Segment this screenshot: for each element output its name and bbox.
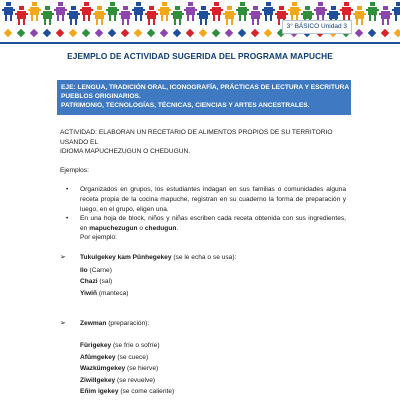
list-item bbox=[80, 266, 346, 276]
banner-motif bbox=[166, 15, 168, 21]
list-item bbox=[80, 289, 346, 299]
bullet-icon: • bbox=[66, 186, 69, 194]
banner-motif bbox=[127, 19, 129, 25]
banner-motif bbox=[95, 29, 103, 37]
term: Afümgekey bbox=[80, 353, 116, 361]
banner-motif bbox=[238, 29, 246, 37]
bullet-text: Organizados en grupos, los estudiantes indagan en sus familias o comunidades alguna receta propia de la cocina mapuche, registran en su cuaderno la forma de preparación y luego, en el grupo, eligen una. bbox=[80, 186, 346, 213]
document-body bbox=[60, 128, 346, 397]
banner-motif bbox=[101, 19, 103, 25]
banner-motif bbox=[2, 9, 15, 11]
meaning: (se hierve) bbox=[125, 365, 159, 373]
term: Fürigekey bbox=[80, 341, 112, 349]
banner-motif bbox=[262, 9, 275, 11]
banner-motif bbox=[212, 29, 220, 37]
banner-motif bbox=[369, 15, 371, 21]
banner-motif bbox=[223, 13, 236, 15]
banner-motif bbox=[264, 29, 272, 37]
banner-motif bbox=[5, 15, 7, 21]
banner-motif bbox=[148, 19, 150, 25]
banner-motif bbox=[119, 13, 132, 15]
banner-motif bbox=[381, 29, 389, 37]
banner-motif bbox=[49, 19, 51, 25]
banner-motif bbox=[353, 13, 366, 15]
banner-motif bbox=[175, 6, 180, 10]
meaning: (sal) bbox=[97, 278, 113, 286]
banner-motif bbox=[88, 15, 90, 21]
banner-motif bbox=[270, 15, 272, 21]
banner-motif bbox=[292, 2, 297, 6]
term: Ziwillgekey bbox=[80, 376, 116, 384]
banner-motif bbox=[266, 2, 271, 6]
banner-motif bbox=[106, 9, 119, 11]
list-item bbox=[80, 387, 346, 397]
banner-motif bbox=[69, 29, 77, 37]
meaning: (se cuece) bbox=[115, 353, 149, 361]
banner-motif bbox=[361, 19, 363, 25]
banner-motif bbox=[23, 19, 25, 25]
banner-motif bbox=[392, 9, 400, 11]
instruction-list bbox=[60, 185, 346, 243]
list-item bbox=[80, 353, 346, 363]
banner-motif bbox=[227, 6, 232, 10]
banner-motif bbox=[149, 6, 154, 10]
banner-motif bbox=[161, 15, 163, 21]
banner-motif bbox=[174, 19, 176, 25]
banner-motif bbox=[396, 2, 400, 6]
section-subtitle: (se le echa o se usa): bbox=[171, 253, 237, 261]
banner-motif bbox=[356, 19, 358, 25]
banner-motif bbox=[305, 6, 310, 10]
banner-motif bbox=[188, 2, 193, 6]
banner-motif bbox=[197, 13, 210, 15]
banner-motif bbox=[10, 15, 12, 21]
banner-motif bbox=[331, 6, 336, 10]
meaning: (se come caliente) bbox=[118, 388, 175, 396]
banner-motif bbox=[153, 19, 155, 25]
banner-motif bbox=[368, 29, 376, 37]
banner-motif bbox=[355, 29, 363, 37]
eje-line-2: PUEBLOS ORIGINARIOS. bbox=[61, 93, 141, 101]
banner-motif bbox=[108, 29, 116, 37]
banner-motif bbox=[214, 2, 219, 6]
term: Ilo bbox=[80, 266, 88, 274]
grade-unit-badge: 3° BÁSICO Unidad 3 bbox=[282, 20, 352, 34]
page-title: EJEMPLO DE ACTIVIDAD SUGERIDA DEL PROGRAMA MAPUCHE bbox=[67, 51, 333, 61]
banner-motif bbox=[249, 13, 262, 15]
banner-motif bbox=[83, 15, 85, 21]
banner-motif bbox=[383, 6, 388, 10]
banner-motif bbox=[121, 29, 129, 37]
banner-motif bbox=[136, 2, 141, 6]
list-item bbox=[80, 341, 346, 351]
banner-motif bbox=[110, 2, 115, 6]
banner-motif bbox=[62, 15, 64, 21]
banner-motif bbox=[44, 19, 46, 25]
banner-motif bbox=[186, 29, 194, 37]
preparation-list bbox=[60, 341, 346, 397]
banner-motif bbox=[140, 15, 142, 21]
list-item bbox=[80, 376, 346, 386]
activity-heading bbox=[60, 128, 346, 157]
bullet-text: En una hoja de block, niños y niñas escriben cada receta obtenida con sus ingredientes, en bbox=[80, 215, 346, 232]
banner-motif bbox=[199, 29, 207, 37]
banner-motif bbox=[210, 9, 223, 11]
banner-motif bbox=[252, 19, 254, 25]
banner-motif bbox=[205, 19, 207, 25]
banner-motif bbox=[80, 9, 93, 11]
section-preparation bbox=[60, 319, 346, 329]
activity-line-1: ACTIVIDAD: ELABORAN UN RECETARIO DE ALIMENTOS PROPIOS DE SU TERRITORIO USANDO EL bbox=[60, 129, 333, 146]
bullet-icon: • bbox=[66, 215, 69, 223]
term: Chazi bbox=[80, 278, 98, 286]
banner-motif bbox=[84, 2, 89, 6]
banner-motif bbox=[19, 6, 24, 10]
banner-motif bbox=[213, 15, 215, 21]
meaning: (manteca) bbox=[96, 289, 129, 297]
banner-motif bbox=[231, 19, 233, 25]
banner-motif bbox=[171, 13, 184, 15]
arrow-bullet-icon: ➢ bbox=[60, 320, 66, 328]
banner-motif bbox=[57, 15, 59, 21]
banner-motif bbox=[71, 6, 76, 10]
term: Yiwiñ bbox=[80, 289, 97, 297]
banner-motif bbox=[357, 6, 362, 10]
banner-motif bbox=[82, 29, 90, 37]
banner-motif bbox=[275, 13, 288, 15]
banner-motif bbox=[32, 2, 37, 6]
meaning: (se fríe o sofríe) bbox=[111, 341, 160, 349]
eje-line-1: EJE: LENGUA, TRADICIÓN ORAL, ICONOGRAFÍA, PRÁCTICAS DE LECTURA Y ESCRITURA DE LOS bbox=[61, 84, 376, 91]
banner-motif bbox=[17, 29, 25, 37]
section-subtitle: (preparación): bbox=[106, 320, 150, 328]
banner-motif bbox=[158, 9, 171, 11]
section-title: Zewman bbox=[80, 320, 107, 328]
activity-line-2: IDIOMA MAPUCHEZUGUN O CHEDUGUN. bbox=[60, 148, 191, 156]
banner-motif bbox=[395, 15, 397, 21]
banner-motif bbox=[394, 29, 400, 37]
banner-motif bbox=[201, 6, 206, 10]
banner-motif bbox=[160, 29, 168, 37]
list-item bbox=[80, 364, 346, 374]
banner-motif bbox=[192, 15, 194, 21]
banner-motif bbox=[56, 29, 64, 37]
banner-motif bbox=[41, 13, 54, 15]
banner-motif bbox=[226, 19, 228, 25]
banner-motif bbox=[28, 9, 41, 11]
banner-motif bbox=[93, 13, 106, 15]
banner-motif bbox=[135, 15, 137, 21]
banner-motif bbox=[236, 9, 249, 11]
banner-motif bbox=[239, 15, 241, 21]
eje-line-3: PATRIMONIO, TECNOLOGÍAS, TÉCNICAS, CIENCIAS Y ARTES ANCESTRALES. bbox=[61, 102, 310, 110]
banner-motif bbox=[0, 42, 400, 44]
banner-motif bbox=[382, 19, 384, 25]
bullet-term: mapuchezugun bbox=[89, 224, 138, 232]
banner-motif bbox=[340, 9, 353, 11]
bullet-connector: o bbox=[137, 224, 145, 232]
banner-motif bbox=[70, 19, 72, 25]
banner-motif bbox=[218, 15, 220, 21]
banner-motif bbox=[288, 9, 301, 11]
banner-motif bbox=[184, 9, 197, 11]
example-label: Por ejemplo: bbox=[80, 234, 118, 242]
section-ingredients bbox=[60, 253, 346, 263]
banner-motif bbox=[96, 19, 98, 25]
arrow-bullet-icon: ➢ bbox=[60, 253, 66, 261]
banner-motif bbox=[370, 2, 375, 6]
banner-motif bbox=[240, 2, 245, 6]
section-title: Tukulgekey kam Pünhegekey bbox=[80, 253, 172, 261]
banner-motif bbox=[301, 13, 314, 15]
banner-motif bbox=[31, 15, 33, 21]
banner-motif bbox=[344, 2, 349, 6]
banner-motif bbox=[114, 15, 116, 21]
meaning: (Carne) bbox=[87, 266, 112, 274]
banner-motif bbox=[327, 13, 340, 15]
banner-motif bbox=[43, 29, 51, 37]
banner-motif bbox=[54, 9, 67, 11]
banner-motif bbox=[18, 19, 20, 25]
banner-motif bbox=[162, 2, 167, 6]
banner-motif bbox=[58, 2, 63, 6]
banner-motif bbox=[200, 19, 202, 25]
banner-motif bbox=[173, 29, 181, 37]
banner-motif bbox=[225, 29, 233, 37]
list-item bbox=[60, 185, 346, 214]
banner-motif bbox=[122, 19, 124, 25]
term: Eñim igekey bbox=[80, 388, 119, 396]
bullet-end: . bbox=[176, 224, 179, 232]
eje-box bbox=[57, 80, 376, 115]
banner-motif bbox=[187, 15, 189, 21]
term: Wazkümgekey bbox=[80, 365, 126, 373]
banner-motif bbox=[253, 6, 258, 10]
banner-motif bbox=[251, 29, 259, 37]
list-item bbox=[60, 214, 346, 243]
banner-motif bbox=[134, 29, 142, 37]
banner-motif bbox=[15, 13, 28, 15]
banner-motif bbox=[179, 19, 181, 25]
banner-motif bbox=[265, 15, 267, 21]
banner-motif bbox=[318, 2, 323, 6]
banner-motif bbox=[75, 19, 77, 25]
banner-motif bbox=[36, 15, 38, 21]
list-item bbox=[80, 277, 346, 287]
banner-motif bbox=[147, 29, 155, 37]
banner-motif bbox=[30, 29, 38, 37]
banner-motif bbox=[6, 2, 11, 6]
banner-motif bbox=[387, 19, 389, 25]
bullet-term: chedugun bbox=[144, 224, 177, 232]
banner-motif bbox=[132, 9, 145, 11]
banner-motif bbox=[145, 13, 158, 15]
meaning: (se revuelve) bbox=[115, 376, 156, 384]
banner-motif bbox=[109, 15, 111, 21]
banner-motif bbox=[374, 15, 376, 21]
ejemplos-label: Ejemplos: bbox=[60, 166, 89, 174]
banner-motif bbox=[67, 13, 80, 15]
banner-motif bbox=[379, 13, 392, 15]
ingredient-list bbox=[60, 266, 346, 299]
banner-motif bbox=[314, 9, 327, 11]
banner-motif bbox=[279, 6, 284, 10]
banner-motif bbox=[123, 6, 128, 10]
banner-motif bbox=[366, 9, 379, 11]
banner-motif bbox=[4, 29, 12, 37]
banner-motif bbox=[97, 6, 102, 10]
banner-motif bbox=[257, 19, 259, 25]
banner-motif bbox=[45, 6, 50, 10]
banner-motif bbox=[244, 15, 246, 21]
banner-motif bbox=[278, 19, 280, 25]
